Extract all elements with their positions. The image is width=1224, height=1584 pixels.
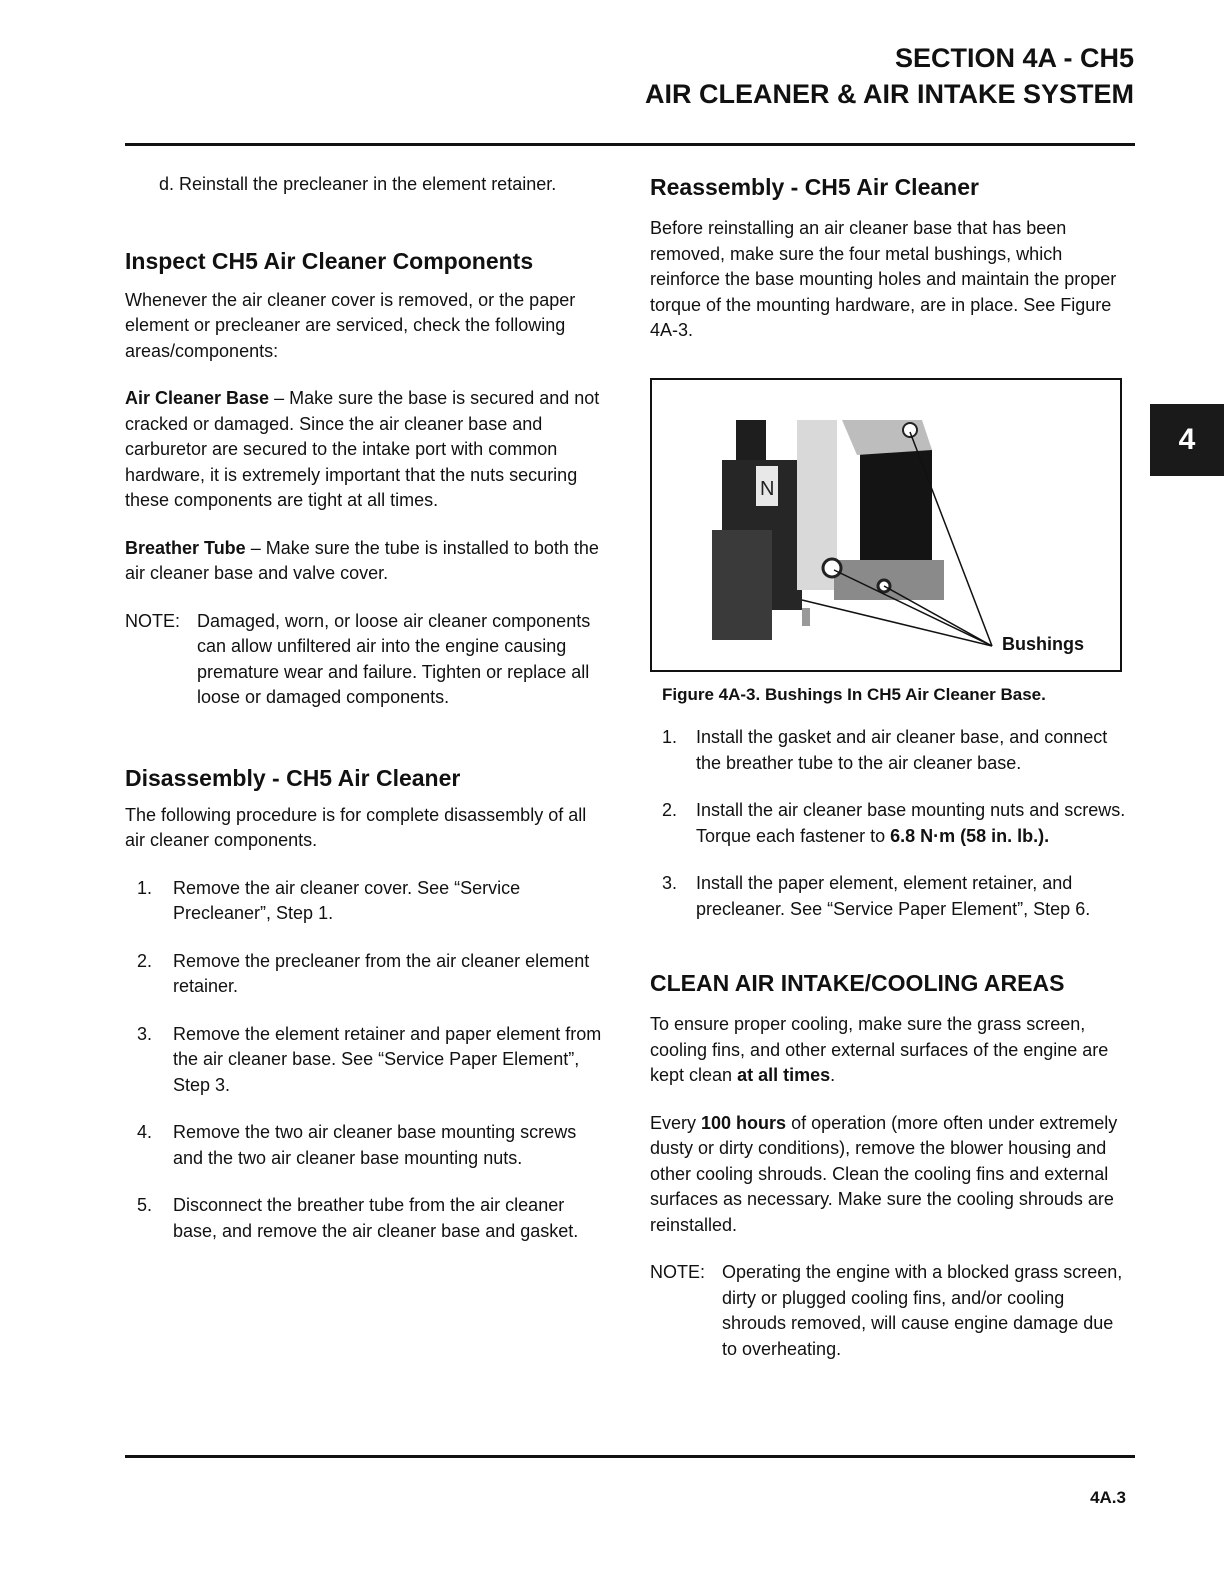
- note-text: Operating the engine with a blocked grass screen, dirty or plugged cooling fins, and/or cooling shrouds removed, will cause engine damage due to overheating.: [722, 1262, 1123, 1359]
- note-label: NOTE:: [125, 610, 181, 631]
- list-item: 4. Remove the two air cleaner base mounting screws and the two air cleaner base mounting nuts.: [125, 1120, 605, 1171]
- inspect-heading: Inspect CH5 Air Cleaner Components: [125, 247, 534, 274]
- step-text: Remove the element retainer and paper element from the air cleaner base. See “Service Paper Element”, Step 3.: [173, 1023, 602, 1095]
- step-text: Install the air cleaner base mounting nuts and screws. Torque each fastener to 6.8 N·m (58 in. lb.).: [696, 800, 1126, 846]
- list-item: 2. Remove the precleaner from the air cleaner element retainer.: [125, 949, 605, 1000]
- step-text: Install the gasket and air cleaner base, and connect the breather tube to the air cleaner base.: [696, 727, 1108, 773]
- right-column: [650, 172, 1130, 1362]
- step-text: Install the paper element, element retainer, and precleaner. See “Service Paper Element”, Step 6.: [696, 873, 1091, 919]
- air-cleaner-base-paragraph: [125, 386, 605, 514]
- left-column: [125, 172, 605, 1266]
- intro-step: d. Reinstall the precleaner in the element retainer.: [159, 174, 557, 194]
- footer-rule: [125, 1455, 1135, 1458]
- reassembly-steps: [650, 725, 1130, 922]
- figure-caption: Figure 4A-3. Bushings In CH5 Air Cleaner Base.: [662, 684, 1046, 704]
- step-text: Remove the two air cleaner base mounting screws and the two air cleaner base mounting nuts.: [173, 1122, 577, 1168]
- page-header: [645, 40, 1134, 112]
- page-number: 4A.3: [1090, 1488, 1126, 1507]
- disassembly-body: The following procedure is for complete disassembly of all air cleaner components.: [125, 804, 587, 850]
- inspect-body: Whenever the air cleaner cover is removed, or the paper element or precleaner are serviced, check the following areas/components:: [125, 289, 576, 361]
- list-item: 3. Install the paper element, element retainer, and precleaner. See “Service Paper Element”, Step 6.: [650, 871, 1130, 922]
- note-text: Damaged, worn, or loose air cleaner components can allow unfiltered air into the engine causing premature wear and failure. Tighten or replace all loose or damaged components.: [197, 610, 591, 707]
- engine-photo: [652, 380, 1120, 670]
- disassembly-heading: Disassembly - CH5 Air Cleaner: [125, 764, 461, 791]
- clean-heading: CLEAN AIR INTAKE/COOLING AREAS: [650, 970, 1065, 996]
- breather-tube-label: Breather Tube: [125, 537, 246, 558]
- breather-tube-text: – Make sure the tube is installed to both the air cleaner base and valve cover.: [125, 537, 599, 583]
- section-label: SECTION 4A - CH5: [894, 43, 1134, 73]
- svg-text:N: N: [760, 477, 775, 500]
- list-item: 2. Install the air cleaner base mounting nuts and screws. Torque each fastener to 6.8 N·m (58 in. lb.).: [650, 798, 1130, 849]
- list-item: 3. Remove the element retainer and paper element from the air cleaner base. See “Service Paper Element”, Step 3.: [125, 1022, 605, 1099]
- header-rule: [125, 143, 1135, 146]
- note-label: NOTE:: [650, 1262, 706, 1282]
- disassembly-steps: [125, 876, 605, 1245]
- clean-paragraph-1: To ensure proper cooling, make sure the grass screen, cooling fins, and other external surfaces of the engine are kept clean at all times.: [650, 1014, 1109, 1085]
- air-cleaner-base-label: Air Cleaner Base: [125, 388, 270, 408]
- list-item: 1. Remove the air cleaner cover. See “Service Precleaner”, Step 1.: [125, 876, 605, 927]
- bushings-label: Bushings: [1002, 633, 1085, 654]
- note-left: [125, 609, 605, 711]
- section-tab: 4: [1150, 404, 1224, 476]
- step-text: Disconnect the breather tube from the air cleaner base, and remove the air cleaner base and gasket.: [173, 1195, 579, 1241]
- list-item: 5. Disconnect the breather tube from the air cleaner base, and remove the air cleaner base and gasket.: [125, 1193, 605, 1244]
- section-title: AIR CLEANER & AIR INTAKE SYSTEM: [644, 79, 1134, 109]
- figure-bushings: [650, 378, 1122, 672]
- note-right: [650, 1260, 1130, 1362]
- air-cleaner-base-text: – Make sure the base is secured and not cracked or damaged. Since the air cleaner base and carburetor are secured to the intake port with common hardware, it is extremely important that the nuts securing these components are tight at all times.: [125, 388, 600, 510]
- step-text: Remove the air cleaner cover. See “Service Precleaner”, Step 1.: [173, 877, 521, 923]
- clean-paragraph-2: Every 100 hours of operation (more often under extremely dusty or dirty conditions), remove the blower housing and other cooling shrouds. Clean the cooling fins and external surfaces as necessary. Make sure the cooling shrouds are reinstalled.: [650, 1112, 1118, 1235]
- breather-tube-paragraph: [125, 536, 605, 587]
- list-item: 1. Install the gasket and air cleaner base, and connect the breather tube to the air cleaner base.: [650, 725, 1130, 776]
- step-text: Remove the precleaner from the air cleaner element retainer.: [173, 950, 590, 996]
- reassembly-body: Before reinstalling an air cleaner base that has been removed, make sure the four metal bushings, which reinforce the base mounting holes and maintain the proper torque of the mounting hardware, are in place. See Figure 4A-3.: [650, 218, 1117, 340]
- reassembly-heading: Reassembly - CH5 Air Cleaner: [650, 174, 979, 200]
